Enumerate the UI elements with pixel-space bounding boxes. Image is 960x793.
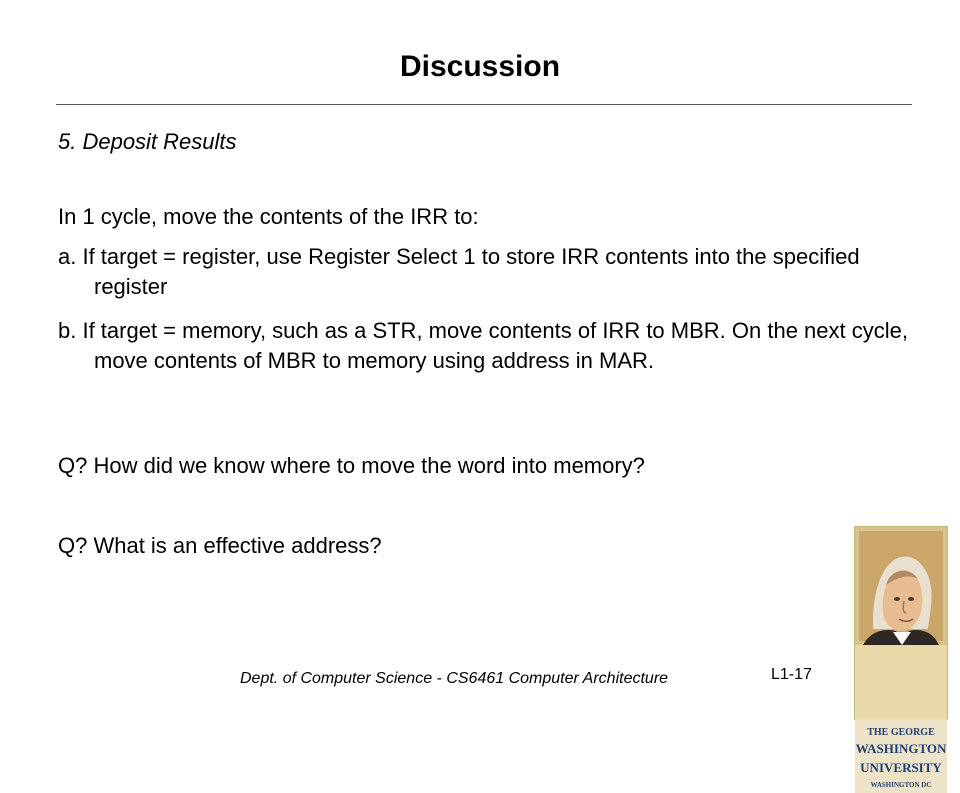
question-memory-location: Q? How did we know where to move the word into memory? [58,453,645,478]
bullet-item-a: a. If target = register, use Register Select 1 to store IRR contents into the specified register [58,244,860,299]
slide-title: Discussion [399,50,561,83]
title-divider [56,104,912,105]
george-washington-portrait-icon [855,527,947,719]
university-logo [854,526,948,789]
section-heading: 5. Deposit Results [58,129,237,154]
slide-number: L1-17 [771,666,812,683]
bullet-item-b: b. If target = memory, such as a STR, move contents of IRR to MBR. On the next cycle, move contents of MBR to memory using address in MAR. [58,318,908,373]
logo-line-4: WASHINGTON DC [870,781,932,789]
footer-department: Dept. of Computer Science - CS6461 Computer Architecture [240,670,669,687]
question-effective-address: Q? What is an effective address? [58,533,382,558]
logo-line-1: THE GEORGE [867,727,935,738]
intro-text: In 1 cycle, move the contents of the IRR to: [58,204,479,229]
logo-line-2: WASHINGTON [855,741,947,756]
logo-line-3: UNIVERSITY [860,760,942,775]
